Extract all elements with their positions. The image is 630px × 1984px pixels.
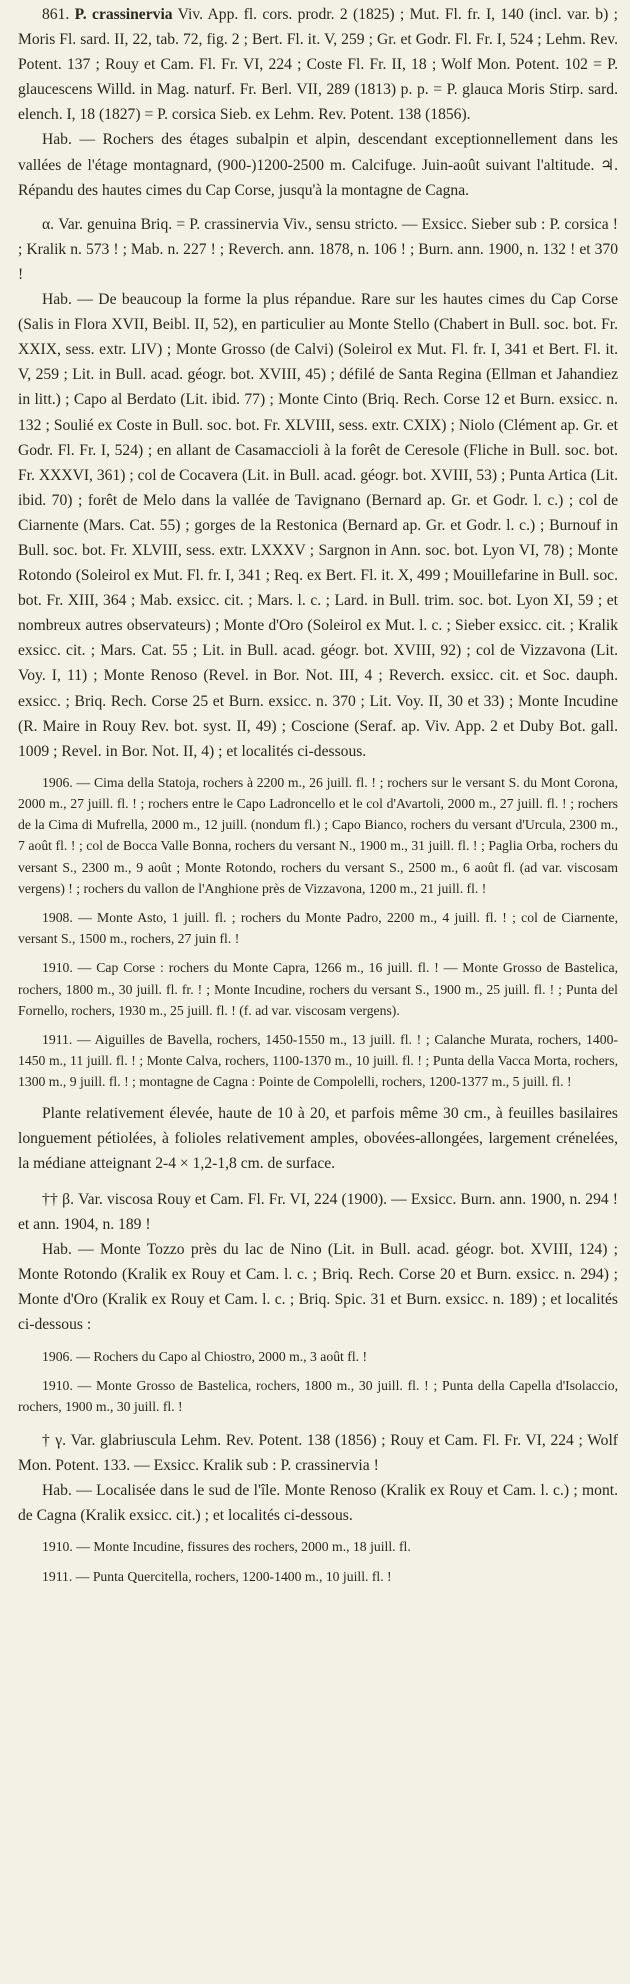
var-beta-habitat: Hab. — Monte Tozzo près du lac de Nino (Lit. in Bull. acad. géogr. bot. XVIII, 124) ; Monte Rotondo (Kralik ex Rouy et Cam. l. c. ; Briq. Rech. Corse 20 et Burn. exsicc. n. 294) ; Monte d'Oro (Kralik ex Rouy et Cam. l. c. ; Briq. Spic. 31 et Burn. exsicc. n. 189) ; et localités ci-dessous : bbox=[18, 1241, 618, 1334]
var-gamma-heading: † γ. Var. glabriuscula Lehm. Rev. Potent. 138 (1856) ; Rouy et Cam. Fl. Fr. VI, 224 ; Wolf Mon. Potent. 133. — Exsicc. Kralik sub : P. crassinervia ! bbox=[18, 1432, 618, 1475]
var-alpha-description: Plante relativement élevée, haute de 10 à 20, et parfois même 30 cm., à feuilles basilaires longuement pétiolées, à folioles relativement amples, obovées-allongées, largement crénelées, la médiane atteignant 2-4 × 1,2-1,8 cm. de surface. bbox=[18, 1104, 618, 1172]
var-alpha-record-1910: 1910. — Cap Corse : rochers du Monte Capra, 1266 m., 16 juill. fl. ! — Monte Grosso de Bastelica, rochers, 1800 m., 30 juill. fl. fr. ! ; Monte Incudine, rochers du versant S., 1900 m., 25 juill. fl. ! ; Punta del Fornello, rochers, 1930 m., 25 juill. fl. ! (f. ad var. viscosam vergens). bbox=[18, 960, 618, 1018]
var-gamma-habitat: Hab. — Localisée dans le sud de l'île. Monte Renoso (Kralik ex Rouy et Cam. l. c.) ; mont. de Cagna (Kralik exsicc. cit.) ; et localités ci-dessous. bbox=[18, 1482, 618, 1525]
species-entry bbox=[18, 2, 618, 127]
species-number: 861. bbox=[42, 6, 70, 23]
var-alpha-record-1911: 1911. — Aiguilles de Bavella, rochers, 1450-1550 m., 13 juill. fl. ! ; Calanche Murata, rochers, 1400-1450 m., 11 juill. fl. ! ; Monte Calva, rochers, 1100-1370 m., 10 juill. fl. ! ; Punta della Vacca Morta, rochers, 1300 m., 9 juill. fl. ! ; montagne de Cagna : Pointe de Compolelli, rochers, 1200-1377 m., 5 juill. fl. ! bbox=[18, 1032, 618, 1090]
var-gamma-record-1910: 1910. — Monte Incudine, fissures des rochers, 2000 m., 18 juill. fl. bbox=[42, 1539, 411, 1555]
var-beta-record-1910: 1910. — Monte Grosso de Bastelica, rochers, 1800 m., 30 juill. fl. ! ; Punta della Capella d'Isolaccio, rochers, 1900 m., 30 juill. fl. ! bbox=[18, 1377, 618, 1414]
species-habitat: Hab. — Rochers des étages subalpin et alpin, descendant exceptionnellement dans les vallées de l'étage montagnard, (900-)1200-2500 m. Calcifuge. Juin-août suivant l'altitude. ♃. Répandu des hautes cimes du Cap Corse, jusqu'à la montagne de Cagna. bbox=[18, 131, 618, 199]
var-gamma-record-1911: 1911. — Punta Quercitella, rochers, 1200-1400 m., 10 juill. fl. ! bbox=[42, 1568, 392, 1584]
species-name: P. crassinervia bbox=[74, 6, 173, 23]
var-alpha-habitat: Hab. — De beaucoup la forme la plus répandue. Rare sur les hautes cimes du Cap Corse (Salis in Flora XVII, Beibl. II, 52), en particulier au Monte Stello (Chabert in Bull. soc. bot. Fr. XXIX, sess. extr. LIV) ; Monte Grosso (de Calvi) (Soleirol ex Mut. Fl. fr. I, 341 et Bert. Fl. it. V, 259 ; Lit. in Bull. acad. géogr. bot. XVIII, 45) ; défilé de Santa Regina (Ellman et Jahandiez in litt.) ; Capo al Berdato (Lit. ibid. 77) ; Monte Cinto (Briq. Rech. Corse 12 et Burn. exsicc. n. 132 ; Soulié ex Coste in Bull. soc. bot. Fr. XLVIII, sess. extr. CXIX) ; Niolo (Clément ap. Gr. et Godr. Fl. Fr. I, 524) ; en allant de Casamaccioli à la forêt de Ceresole (Fliche in Bull. soc. bot. Fr. XXXVI, 361) ; col de Cocavera (Lit. in Bull. acad. géogr. bot. XVIII, 53) ; Punta Artica (Lit. ibid. 70) ; forêt de Melo dans la vallée de Tavignano (Bernard ap. Gr. et Godr. l. c.) ; col de Ciarnente (Mars. Cat. 55) ; gorges de la Restonica (Bernard ap. Gr. et Godr. l. c.) ; Burnouf in Bull. soc. bot. Fr. XLVIII, sess. extr. LXXXV ; Sargnon in Ann. soc. bot. Lyon VI, 78) ; Monte Rotondo (Soleirol ex Mut. Fl. fr. I, 341 ; Req. ex Bert. Fl. it. X, 499 ; Mouillefarine in Bull. soc. bot. Fr. XIII, 364 ; Mab. exsicc. cit. ; Mars. l. c. ; Lard. in Bull. trim. soc. bot. Lyon XI, 59 ; et nombreux autres observateurs) ; Monte d'Oro (Soleirol ex Mut. l. c. ; Sieber exsicc. cit. ; Kralik exsicc. cit. ; Mars. Cat. 55 ; Lit. in Bull. acad. géogr. bot. XVIII, 92) ; col de Vizzavona (Lit. Voy. I, 11) ; Monte Renoso (Revel. in Bor. Not. III, 4 ; Reverch. exsicc. cit. et Soc. dauph. exsicc. ; Briq. Rech. Corse 25 et Burn. exsicc. n. 370 ; Lit. Voy. II, 30 et 33) ; Monte Incudine (R. Maire in Rouy Rev. bot. syst. II, 49) ; Coscione (Seraf. ap. Viv. App. 2 et Duby Bot. gall. 1009 ; Revel. in Bor. Not. II, 4) ; et localités ci-dessous. bbox=[18, 291, 618, 760]
var-alpha-record-1908: 1908. — Monte Asto, 1 juill. fl. ; rochers du Monte Padro, 2200 m., 4 juill. fl. ! ; col de Ciarnente, versant S., 1500 m., rochers, 27 juin fl. ! bbox=[18, 910, 618, 947]
var-beta-record-1906: 1906. — Rochers du Capo al Chiostro, 2000 m., 3 août fl. ! bbox=[42, 1348, 368, 1364]
var-alpha-record-1906: 1906. — Cima della Statoja, rochers à 2200 m., 26 juill. fl. ! ; rochers sur le versant S. du Mont Corona, 2000 m., 27 juill. fl. ! ; rochers entre le Capo Ladroncello et le col d'Avartoli, 2000 m., 27 juill. fl. ! ; rochers de la Cima di Mufrella, 2000 m., 12 juill. (nondum fl.) ; Capo Bianco, rochers du versant d'Urcula, 2300 m., 7 août fl. ! ; col de Bocca Valle Bonna, rochers du versant N., 1900 m., 31 juill. fl. ! ; Paglia Orba, rochers du versant S., 2300 m., 9 août ; Monte Rotondo, rochers du versant S., 2500 m., 6 août fl. (ad var. viscosam vergens) ! ; rochers du vallon de l'Anghione près de Vizzavona, 1200 m., 21 juill. fl. ! bbox=[18, 774, 618, 896]
var-beta-heading: †† β. Var. viscosa Rouy et Cam. Fl. Fr. VI, 224 (1900). — Exsicc. Burn. ann. 1900, n. 294 ! et ann. 1904, n. 189 ! bbox=[18, 1190, 618, 1234]
species-authority: Viv. App. fl. cors. prodr. 2 (1825) ; Mut. Fl. fr. I, 140 (incl. var. b) ; Moris Fl. sard. II, 22, tab. 72, fig. 2 ; Bert. Fl. it. V, 259 ; Gr. et Godr. Fl. Fr. I, 524 ; Lehm. Rev. Potent. 137 ; Rouy et Cam. Fl. Fr. VI, 224 ; Coste Fl. Fr. II, 18 ; Wolf Mon. Potent. 102 = P. glaucescens Willd. in Mag. naturf. Fr. Berl. VII, 289 (1813) p. p. = P. glauca Moris Stirp. sard. elench. I, 18 (1827) = P. corsica Sieb. ex Lehm. Rev. Potent. 138 (1856). bbox=[18, 6, 618, 124]
var-alpha-heading: α. Var. genuina Briq. = P. crassinervia Viv., sensu stricto. — Exsicc. Sieber sub : P. corsica ! ; Kralik n. 573 ! ; Mab. n. 227 ! ; Reverch. ann. 1878, n. 106 ! ; Burn. ann. 1900, n. 132 ! et 370 ! bbox=[18, 215, 618, 283]
